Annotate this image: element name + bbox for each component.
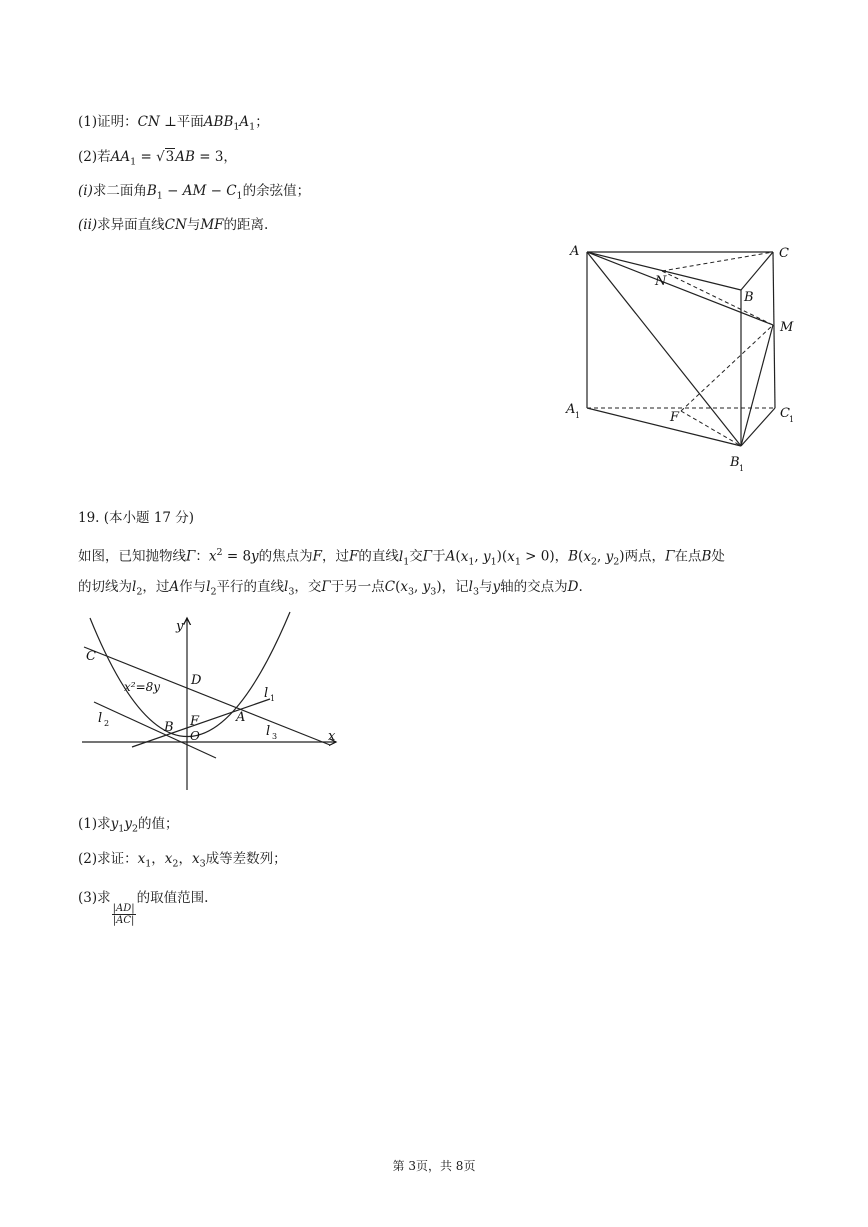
q19-t-at: 于 xyxy=(432,548,446,565)
label-B1-sub: 1 xyxy=(739,464,745,473)
q19-t-through: ，过 xyxy=(142,579,170,595)
label-F: F xyxy=(670,410,680,425)
label-l1-sub: 1 xyxy=(270,694,276,703)
q19-t-cross2: ，交 xyxy=(294,579,322,595)
q19-t-other: 于另一点 xyxy=(330,579,385,595)
q19-t-end: . xyxy=(578,579,583,595)
label-C1: C xyxy=(780,406,790,421)
fraction-ad-ac: $\frac{|AD|}{|AC|}$ xyxy=(112,903,135,926)
label-C1-sub: 1 xyxy=(789,415,795,424)
label-B: B xyxy=(744,290,754,305)
q19-t-intro: 如图，已知抛物线 xyxy=(78,548,186,565)
label-N: N xyxy=(655,274,667,289)
q18-part2i: (i)求二面角$B_1$ − AM − $C_1$的余弦值； xyxy=(78,183,311,202)
label-O-origin: O xyxy=(190,729,200,743)
q18-part2: (2)若$AA_1 = √3AB = 3$， xyxy=(78,149,237,168)
label-D-point: D xyxy=(191,673,202,688)
q19-sub1: (1)求$y_1y_2$的值； xyxy=(78,816,179,835)
q18-part2ii-text1: 求异面直线 xyxy=(97,217,165,233)
page-footer: 第 3页，共 8页 xyxy=(392,1159,476,1173)
q19-sub3 xyxy=(78,888,208,926)
label-A1-sub: 1 xyxy=(575,411,581,420)
q19-t-with: 与 xyxy=(478,579,493,595)
q19-t-parallel: 平行的直线 xyxy=(216,579,284,595)
q19-t-note: ，记 xyxy=(441,579,469,595)
q18-part2ii-label: (ii) xyxy=(78,217,98,233)
parabola-equation: x²=8y xyxy=(124,680,161,694)
q19-t-make: 作与 xyxy=(179,579,207,595)
label-B1: B xyxy=(730,455,740,470)
q19-sub1-text: (1)求 xyxy=(78,816,111,832)
label-A1: A xyxy=(566,402,576,417)
q19-stem-line2: 的切线为$l_2$，过A作与$l_2$平行的直线$l_3$，交Γ于另一点$C(x_3$, $y_3$)，记$l_3$与y轴的交点为D. xyxy=(78,579,583,598)
axis-y-label: y xyxy=(176,619,184,634)
prism-figure xyxy=(555,235,805,480)
q19-t-place: 处 xyxy=(711,548,725,565)
q19-sub2b-text: 成等差数列； xyxy=(205,851,287,867)
q18-part2ii-text3: 的距离. xyxy=(223,217,269,233)
q18-part1: (1)证明：CN ⊥平面$ABB_1A_1$； xyxy=(78,114,269,133)
q19-t-two: 两点， xyxy=(624,548,666,565)
q19-sub3-text: (3)求 xyxy=(78,890,111,906)
label-A: A xyxy=(570,244,580,259)
label-l2: l xyxy=(98,711,103,726)
q18-part1-label: (1)证明： xyxy=(78,114,138,130)
q19-t-line2: 的直线 xyxy=(358,548,399,565)
q19-t-cross: 交 xyxy=(409,548,423,565)
q18-part2ii: (ii)求异面直线CN与MF的距离. xyxy=(78,217,269,233)
q19-t-line: ，过 xyxy=(322,548,350,565)
q18-part2i-text1: 求二面角 xyxy=(92,183,147,199)
q19-t-axis: 轴的交点为 xyxy=(500,579,568,595)
q18-part1-text: 平面 xyxy=(176,114,204,130)
label-l3: l xyxy=(266,724,271,739)
q19-heading-text: 19. (本小题 17 分) xyxy=(78,510,195,526)
q19-heading xyxy=(78,508,194,528)
label-C: C xyxy=(779,246,789,261)
q19-t-tangent: 在点 xyxy=(674,548,702,565)
q19-sub1b-text: 的值； xyxy=(138,816,179,832)
q18-part2ii-text2: 与 xyxy=(186,217,201,233)
q19-t-tanl: 的切线为 xyxy=(78,579,132,595)
label-l2-sub: 2 xyxy=(104,719,110,728)
axis-x-label: x xyxy=(328,729,336,744)
q19-t-focus: 的焦点为 xyxy=(258,548,313,565)
q19-sub2: (2)求证：$x_1$，$x_2$，$x_3$成等差数列； xyxy=(78,851,287,870)
q19-sub2-text: (2)求证： xyxy=(78,851,138,867)
q18-part2i-text2: 的余弦值； xyxy=(242,183,311,199)
q19-sub3b-text: 的取值范围. xyxy=(136,890,209,906)
label-l1: l xyxy=(264,686,269,701)
label-F-point: F xyxy=(190,714,200,729)
label-C-point: C xyxy=(86,649,96,664)
parabola-figure xyxy=(78,608,348,798)
q19-stem-line1: 如图，已知抛物线Γ：$x^2 = 8y$的焦点为F，过F的直线$l_1$交Γ于$A(x_1$, $y_1)(x_1 > 0)$，$B(x_2$, $y_2$)两点，Γ在点B处 xyxy=(78,547,725,568)
label-B-point: B xyxy=(164,720,174,735)
label-l3-sub: 3 xyxy=(272,732,278,741)
q18-part2-label: (2)若 xyxy=(78,149,111,165)
q18-part2i-label: (i) xyxy=(78,183,93,199)
label-M: M xyxy=(780,320,794,335)
label-A-point: A xyxy=(236,710,246,725)
q19-t-sep: ， xyxy=(554,548,569,565)
